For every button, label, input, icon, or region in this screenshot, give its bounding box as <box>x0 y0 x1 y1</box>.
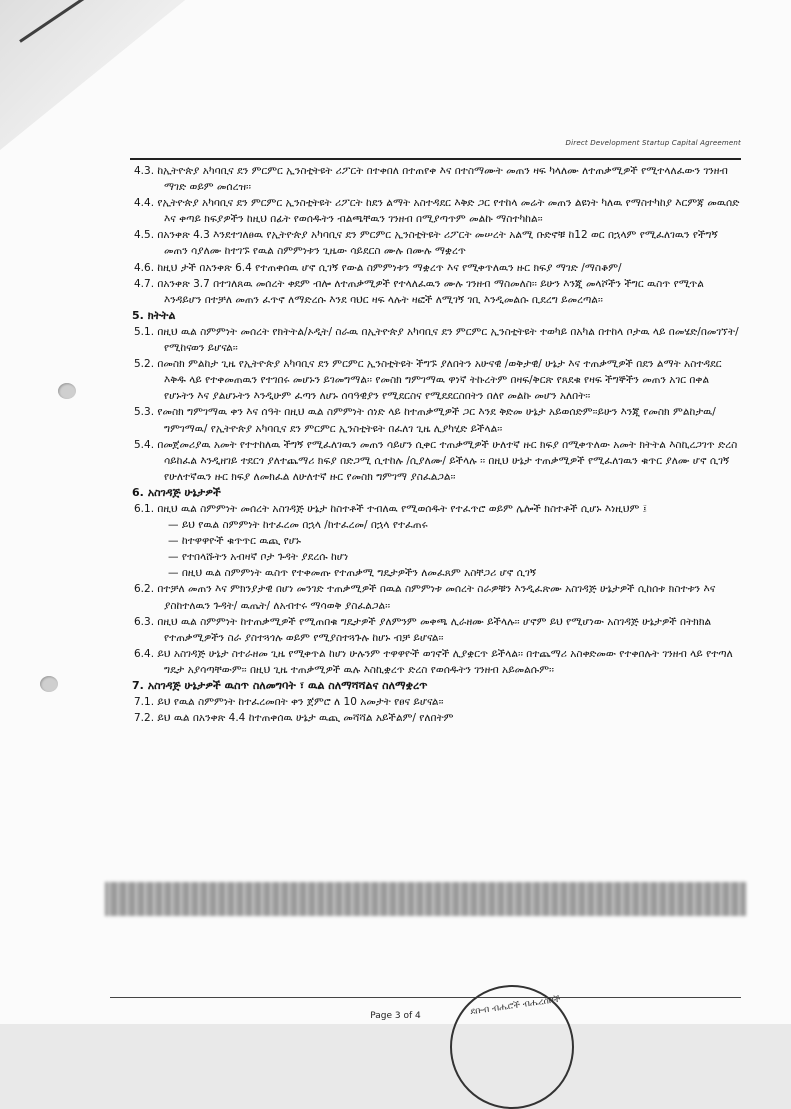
clause <box>120 276 741 308</box>
list-item: — የተበላሹትን አብዛኛ ቦታ ጉዳት ያደረሱ ከሆነ <box>168 551 349 564</box>
clause <box>120 163 741 195</box>
clause-text: ይህ አስገዳጅ ሁኔታ ስተራዘመ ጊዜ የሚቀጥል ከሆነ ሁሉንም ተዋዋዮች ወገኖች ሊያቋርጥ ይችላል፡፡ በተጨማሪ አስቀድመው የተቀበሉት ገንዘብ ላይ የተጣለ ግዴታ አያሳጣቸውም፡፡ በዚህ ጊዜ ተጠቃሚዎች ዉሉ እስኪቋረጥ ድረስ የወሰዱትን ገንዘብ አይመልሱም፡፡ <box>157 647 733 676</box>
clause <box>120 581 741 613</box>
clause-number: 4.6. <box>134 261 155 274</box>
clause-text: የኢትዮጵያ አካባቢና ደን ምርምር ኢንስቲትዩት ሪፖርት ከደን ልማት አስተዳደር እቅድ ጋር የተከላ መሬት መጠን ልዩነት ካለዉ የማስተካከያ እርምጃ መዉሰድ እና ቀጣይ ክፍያዎችን ከዚህ በፊት የወሰዱትን ብልጫቸዉን ገንዘብ በሚያጣጥም መልኩ ማስተካከል፡፡ <box>157 197 740 226</box>
clause <box>120 646 741 678</box>
clause-number: 4.5. <box>134 229 155 242</box>
clause <box>120 710 741 726</box>
official-stamp <box>450 985 574 1109</box>
section-number: 5. <box>132 308 144 322</box>
clause-number: 5.3. <box>134 406 155 419</box>
clause-text: በተቻለ መጠን እና ምክንያታዊ በሆነ መንገድ ተጠቃሚዎች በዉል ስምምነቱ መሰረት ስራዎቹን እንዲፈጽሙ አስገዳጅ ሁኔታዎች ሲከሰቱ ክስተቱን እና ያስከተለዉን ጉዳት/ ዉጤት/ ለአብተሩ ማሳወቅ ያስፈልጋል፡፡ <box>157 583 716 612</box>
clause-text: በመጀመሪያዉ አመት የተተከለዉ ችግኝ የሚፈለገዉን መጠን ሳይሆን ሲቀር ተጠቃሚዎች ሁለተኛ ዙር ክፍያ በሚቀጥለው አመት ክትትል እስኪረጋገጥ ድረስ ሳይከፈል እንዲዘገይ ተደርጎ ያለተጨማሪ ክፍያ በድጋሚ ሲተከሉ /ሲያለሙ/ ይችላሉ ፡፡ በዚህ ሁኔታ ተጠቃሚዎች የሚፈለገዉን ቁጥር ያለሙ ሆኖ ሲገኝ የሁለተኛዉን ዙር ክፍያ ለመክፈል ለሁለተኛ ዙር የመስክ ግምገማ ያስፈልጋል፡፡ <box>157 438 738 483</box>
clause-text: ይህ ዉል በአንቀጽ 4.4 ከተጠቀሰዉ ሁኔታ ዉጪ መሻሻል አይችልም/ የለበትም <box>157 712 454 725</box>
clause-text: በዚህ ዉል ስምምነት መሰረት የክትትል/ኦዲት/ ስራዉ በኢትዮጵያ አካባቢና ደን ምርምር ኢንስቲትዩት ተወካይ በአካል በተከላ ቦታዉ ላይ በመሄድ/በመገኘት/ የሚከናወን ይሆናል፡፡ <box>157 325 739 355</box>
footer-rule <box>110 997 741 998</box>
clause-text: የመስክ ግምገማዉ ቀን እና ሰዓት በዚህ ዉል ስምምነት ሰነድ ላይ ከተጠቃሚዎች ጋር እንደ ቅድመ ሁኔታ አይወሰድም፡፡ይሁን እንጂ የመስክ ምልከታዉ/ ግምገማዉ/ የኢትዮጵያ አካባቢና ደን ምርምር ኢንስቲትዩት በፈለገ ጊዜ ሊያካሂድ ይችላል፡፡ <box>157 406 716 435</box>
clause-number: 4.7. <box>134 277 155 290</box>
clause <box>120 404 741 436</box>
clause-text: ከዚህ ታች በአንቀጽ 6.4 የተጠቀሰዉ ሆኖ ሲገኝ የውል ስምምነቱን ማቋረጥ እና የሚቀጥለዉን ዙር ክፍያ ማገድ /ማስቆም/ <box>157 261 622 274</box>
clause-text: በዚህ ዉል ስምምነት መሰረት አስገዳጅ ሁኔታ ከስተቶች ተብለዉ የሚወሰዱት የተፈጥሮ ወይም ሌሎች ክስተቶች ሲሆኑ እነዚህም ፤ <box>157 502 647 515</box>
document-body <box>120 163 741 726</box>
list-item: — ከተዋዋዮች ቁጥጥር ዉጪ የሆኑ <box>168 535 301 548</box>
clause <box>120 260 741 276</box>
clause <box>120 356 741 404</box>
clause-number: 6.2. <box>134 583 155 596</box>
clause-number: 6.4. <box>134 647 155 660</box>
clause-text: በመስክ ምልከታ ጊዜ የኢትዮጵያ አካባቢና ደን ምርምር ኢንስቲትዩት ችግኙ ያለበትን አሁናዊ /ወቅታዊ/ ሁኔታ እና ተጠቃሚዎች በደን ልማት አስተዳደር እቅዱ ላይ የተቀመጠዉን የተገበሩ መሆኑን ይገመግማል፡፡ የመስክ ግምገማዉ ዋነኛ ትኩረትም በዛፍ/ቅርጽ የጸደቁ የዛፍ ችግኞችን መጠን አገር በቀል የሆኑትን እና ያልሆኑትን እንዲሁም ፈጣን ለሆኑ ሰባዓዊያን የሚደርስና የሚደደርስበትን በለየ መልኩ መሆን አለበት፡፡ <box>157 358 722 403</box>
header-rule <box>130 158 741 160</box>
clause-number: 5.2. <box>134 358 155 371</box>
clause-text: በአንቀጽ 4.3 እንደተገለፀዉ የኢትዮጵያ አካባቢና ደን ምርምር ኢንስቲትዩት ሪፖርት መሠረት አልሚ ቡድኖቹ ከ12 ወር በኋላም የሚፈለገዉን የችግኝ መጠን ሳያለሙ ከተገኙ የዉል ስምምነቱን ጊዜው ሳይደርስ ሙሉ በሙሉ ማቋረጥ <box>157 229 718 258</box>
section-heading <box>120 678 741 694</box>
clause-text: ከኢትዮጵያ አካባቢና ደን ምርምር ኢንስቲትዩት ሪፖርት በተቀበለ በተጠየቀ እና በተስማሙት መጠን ዛፍ ካላለሙ ለተጠቃሚዎች የሚተላለፈውን ገንዘብ ማገድ ወይም መሰረዝ፡፡ <box>157 165 728 194</box>
section-title: ክትትል <box>147 308 176 322</box>
clause-number: 7.1. <box>134 696 155 709</box>
punch-hole <box>40 676 58 692</box>
clause-number: 7.2. <box>134 712 155 725</box>
clause <box>120 195 741 227</box>
clause-number: 4.4. <box>134 197 155 210</box>
clause-number: 5.4. <box>134 438 155 451</box>
scan-smear <box>105 882 746 916</box>
page-number: Page 3 of 4 <box>370 1011 421 1021</box>
section-heading <box>120 485 741 501</box>
clause-number: 4.3. <box>134 165 155 177</box>
clause <box>120 501 741 517</box>
punch-hole <box>58 383 76 399</box>
header-title: Direct Development Startup Capital Agreement <box>565 139 741 147</box>
clause-text: በአንቀጽ 3.7 በተገለጸዉ መሰረት ቀደም ብሎ ለተጠቃሚዎች የተላለፈዉን ሙሉ ገንዘብ ማስመለስ፡፡ ይሁን እንጂ መላሾችን ችግር ዉስጥ የሚጥል እንዳይሆን በተቻለ መጠን ፈጥኖ ለማድረሱ እንደ ባህር ዛፍ ላሉት ዛፎች ለሚገኝ ገቢ እንዲመልሱ ቢደረግ ይመረጣል፡፡ <box>157 277 704 306</box>
clause-number: 6.3. <box>134 615 155 628</box>
stamp-text: ደቡብ ብሔሮች ብሔረሰቦች <box>469 994 561 1018</box>
list-item: — ይህ የዉል ስምምነት ከተፈረመ በኋላ /ከተፈረመ/ በኋላ የተፈጠሩ <box>168 519 428 532</box>
clause-text: ይህ የዉል ስምምነት ከተፈረመበት ቀን ጀምሮ ለ 10 አመታት የፀና ይሆናል፡፡ <box>157 696 444 709</box>
clause-text: በዚህ ዉል ስምምነት ከተጠቃሚዎች የሚጠበቁ ግዴታዎች ያለምንም መቀጫ ሊራዘሙ ይችላሉ፡፡ ሆኖም ይህ የሚሆነው አስገዳጅ ሁኔታዎች በትክክል የተጠቃሚዎችን ስራ ያስተጓጎሉ ወይም የሚያስተጓጉሉ ከሆኑ ብቻ ይሆናል፡፡ <box>157 615 712 644</box>
list-item: — በዚህ ዉል ስምምነት ዉስጥ የተቀመጡ የተጠቃሚ ግዴታዎችን ለመፈጸም አስቸጋሪ ሆኖ ሲገኝ <box>168 567 537 580</box>
clause <box>120 227 741 259</box>
clause-number: 5.1. <box>134 325 155 338</box>
section-number: 6. <box>132 485 144 499</box>
clause <box>120 614 741 646</box>
section-title: አስገዳጅ ሁኔታዎች <box>147 485 221 499</box>
clause-number: 6.1. <box>134 502 155 515</box>
section-heading <box>120 308 741 324</box>
section-title: አስገዳጅ ሁኔታዎች ዉስጥ ስለመግባት ፣ ዉል ስለማሻሻልና ስለማቋረጥ <box>147 679 428 692</box>
clause <box>120 324 741 356</box>
clause <box>120 437 741 485</box>
section-number: 7. <box>132 679 144 692</box>
clause <box>120 694 741 710</box>
